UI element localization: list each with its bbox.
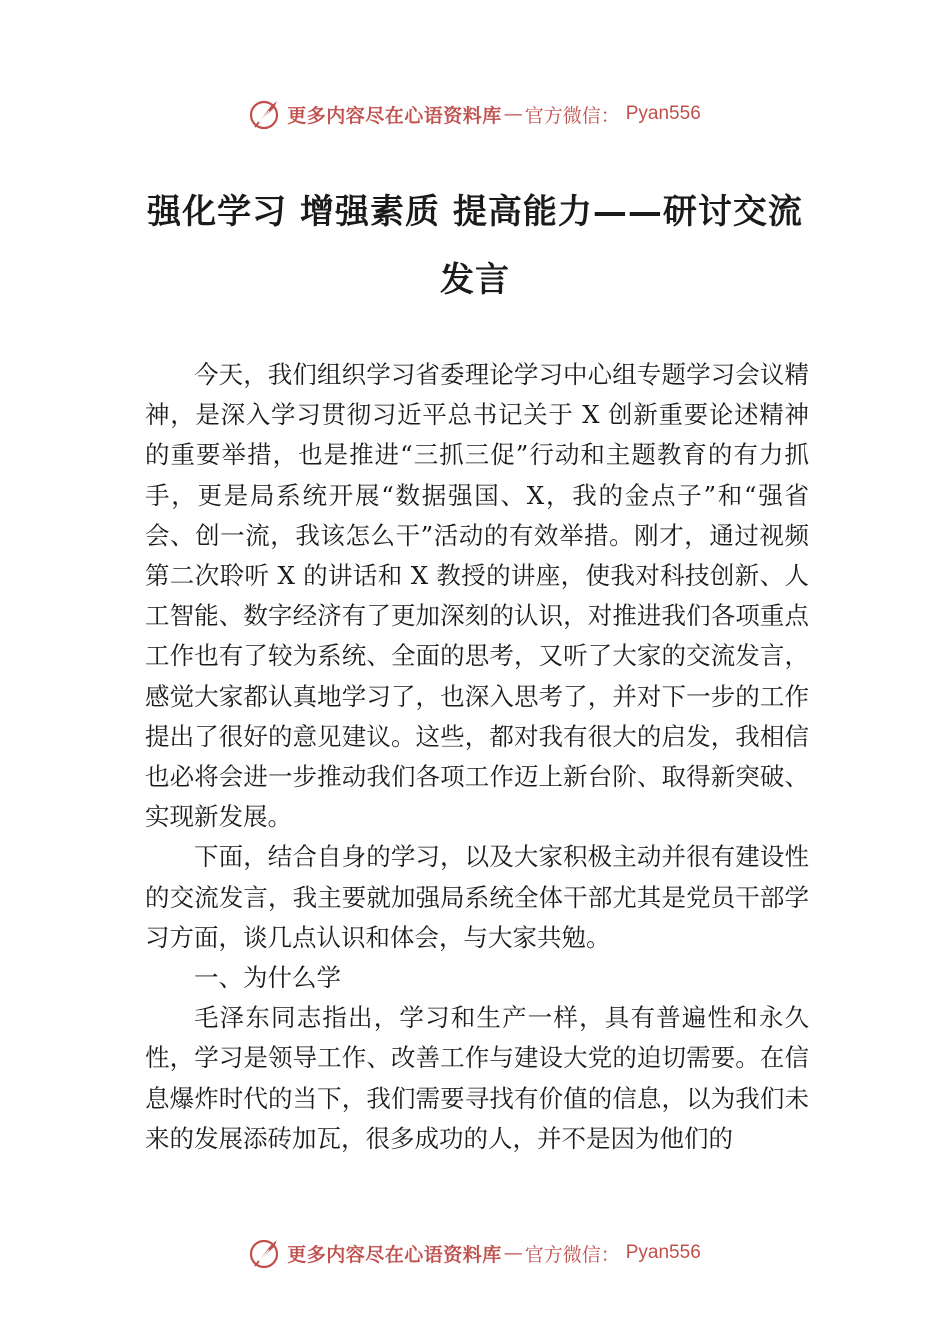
- quill-logo-icon: [249, 97, 283, 131]
- paragraph: 下面，结合自身的学习，以及大家积极主动并很有建设性的交流发言，我主要就加强局系统全体干部尤其是党员干部学习方面，谈几点认识和体会，与大家共勉。: [145, 842, 809, 952]
- banner-separator: —: [503, 103, 523, 125]
- document-title: 强化学习 增强素质 提高能力——研讨交流发言: [147, 192, 803, 300]
- banner-slogan: 更多内容尽在心语资料库: [287, 1243, 502, 1266]
- banner-account-label: 官方微信：: [524, 1243, 620, 1266]
- banner-slogan: 更多内容尽在心语资料库: [287, 104, 502, 127]
- paragraph: 今天，我们组织学习省委理论学习中心组专题学习会议精神，是深入学习贯彻习近平总书记关于 X 创新重要论述精神的重要举措，也是推进“三抓三促”行动和主题教育的有力抓手，更是局系统开展“数据强国、X，我的金点子”和“强省会、创一流，我该怎么干”活动的有效举措。刚才，通过视频第二次聆听 X 的讲话和 X 教授的讲座，使我对科技创新、人工智能、数字经济有了更加深刻的认识，对推进我们各项重点工作也有了较为系统、全面的思考，又听了大家的交流发言，感觉大家都认真地学习了，也深入思考了，并对下一步的工作提出了很好的意见建议。这些，都对我有很大的启发，我相信也必将会进一步推动我们各项工作迈上新台阶、取得新突破、实现新发展。: [145, 360, 809, 832]
- footer-banner: [0, 1233, 950, 1273]
- banner-account-id: Pyan556: [625, 103, 701, 124]
- banner-account-id: Pyan556: [625, 1242, 701, 1263]
- banner-separator: —: [503, 1242, 523, 1264]
- document-body: [145, 355, 809, 1159]
- section-heading: 一、为什么学: [194, 963, 341, 993]
- header-banner: [0, 94, 950, 134]
- banner-account-label: 官方微信：: [524, 104, 620, 127]
- paragraph: 毛泽东同志指出，学习和生产一样，具有普遍性和永久性，学习是领导工作、改善工作与建设大党的迫切需要。在信息爆炸时代的当下，我们需要寻找有价值的信息，以为我们未来的发展添砖加瓦，很多成功的人，并不是因为他们的: [145, 1003, 809, 1153]
- quill-logo-icon: [249, 1236, 283, 1270]
